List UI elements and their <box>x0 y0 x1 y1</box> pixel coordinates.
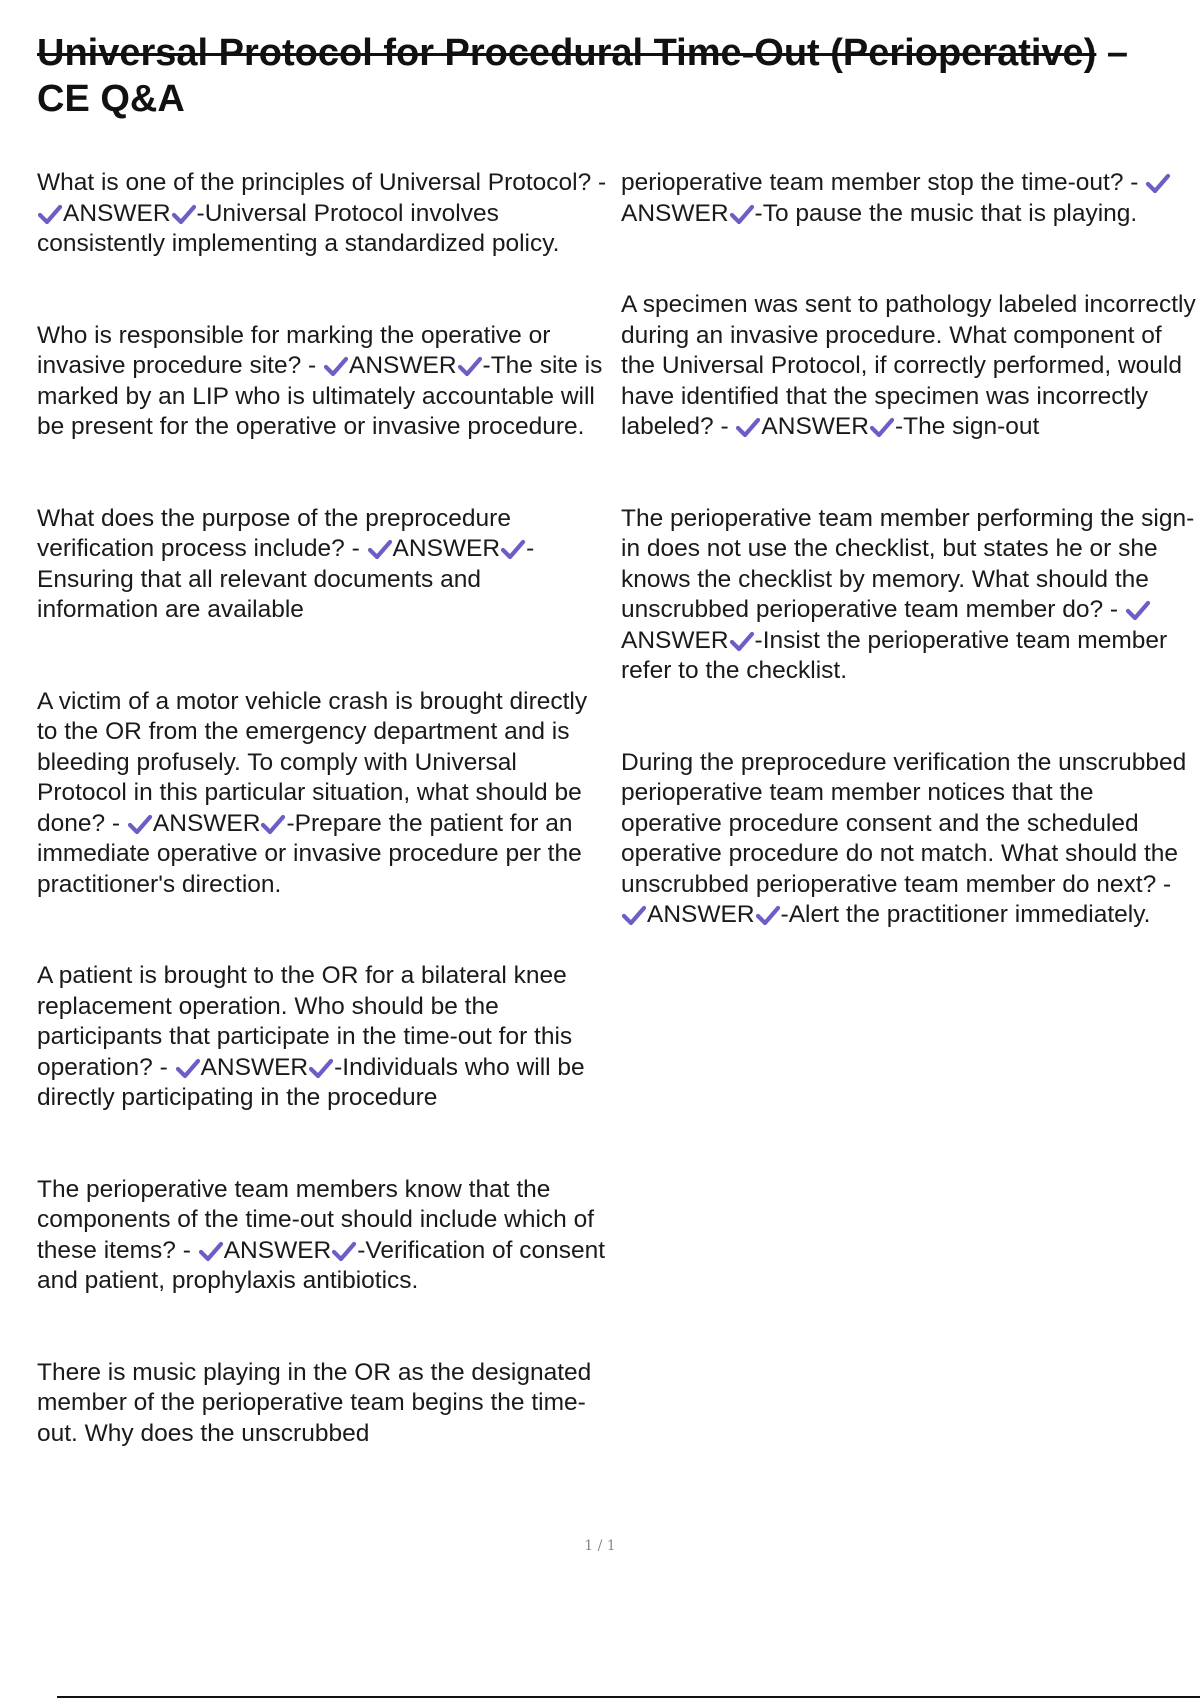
document-title-suffix: – CE Q&A <box>37 32 1129 120</box>
qa-item <box>37 168 607 260</box>
checkmark-icon <box>735 416 761 438</box>
answer-label: ANSWER <box>63 199 171 227</box>
checkmark-icon <box>1125 599 1151 621</box>
checkmark-icon <box>457 355 483 377</box>
checkmark-icon <box>37 203 63 225</box>
qa-item <box>37 321 607 443</box>
page-indicator: 1 / 1 <box>584 1538 616 1554</box>
question-text: A victim of a motor vehicle crash is brought directly to the OR from the emergency department and is bleeding profusely. To comply with Universal Protocol in this particular situation, what should be done? - <box>37 687 588 837</box>
checkmark-icon <box>171 203 197 225</box>
qa-item <box>621 290 1200 443</box>
answer-label: ANSWER <box>621 626 729 654</box>
checkmark-icon <box>127 813 153 835</box>
checkmark-icon <box>729 203 755 225</box>
answer-text: -Alert the practitioner immediately. <box>780 901 1151 928</box>
checkmark-icon <box>500 538 526 560</box>
right-column <box>621 168 1200 992</box>
question-text: The perioperative team member performing the sign-in does not use the checklist, but states he or she knows the checklist by memory. What should the unscrubbed perioperative team member do? - <box>621 504 1195 623</box>
answer-text: -The sign-out <box>894 413 1040 440</box>
question-text: A specimen was sent to pathology labeled incorrectly during an invasive procedure. What component of the Universal Protocol, if correctly performed, would have identified that the specimen was incorrectly labeled? - <box>621 291 1196 440</box>
checkmark-icon <box>755 904 781 926</box>
answer-text: - Ensuring that all relevant documents and information are available <box>37 535 535 623</box>
answer-label: ANSWER <box>152 809 261 837</box>
checkmark-icon <box>869 416 895 438</box>
answer-label: ANSWER <box>761 413 869 440</box>
answer-label: ANSWER <box>392 535 501 562</box>
qa-item <box>37 1175 607 1297</box>
qa-item <box>37 687 607 901</box>
document-title <box>37 30 1187 122</box>
question-text: perioperative team member stop the time-out? - <box>621 169 1146 196</box>
checkmark-icon <box>621 904 647 926</box>
answer-text: -To pause the music that is playing. <box>754 199 1138 227</box>
answer-text: -Individuals who will be directly participating in the procedure <box>37 1053 585 1111</box>
question-text: What does the purpose of the preprocedure verification process include? - <box>37 504 511 562</box>
answer-label: ANSWER <box>200 1053 309 1081</box>
answer-label: ANSWER <box>621 199 729 227</box>
answer-label: ANSWER <box>348 352 457 379</box>
checkmark-icon <box>367 538 393 560</box>
checkmark-icon <box>198 1240 224 1262</box>
question-text: There is music playing in the OR as the designated member of the perioperative team begins the time-out. Why does the unscrubbed <box>37 1358 592 1447</box>
checkmark-icon <box>323 355 349 377</box>
checkmark-icon <box>729 630 755 652</box>
qa-item <box>37 504 607 626</box>
checkmark-icon <box>308 1057 334 1079</box>
answer-label: ANSWER <box>223 1236 332 1264</box>
answer-text: -Prepare the patient for an immediate operative or invasive procedure per the practitioner's direction. <box>37 809 582 898</box>
qa-item <box>621 748 1200 931</box>
answer-text: -Universal Protocol involves consistently implementing a standardized policy. <box>37 199 560 257</box>
question-text: During the preprocedure verification the unscrubbed perioperative team member notices that the operative procedure consent and the scheduled operative procedure do not match. What should the unscrubbed perioperative team member do next? - <box>621 748 1187 898</box>
qa-item <box>37 961 607 1114</box>
answer-label: ANSWER <box>647 901 755 928</box>
checkmark-icon <box>175 1057 201 1079</box>
question-text: What is one of the principles of Universal Protocol? - <box>37 169 607 196</box>
qa-item-continuation <box>621 168 1200 229</box>
checkmark-icon <box>331 1240 357 1262</box>
question-text: Who is responsible for marking the operative or invasive procedure site? - <box>37 321 551 379</box>
qa-item <box>621 504 1200 687</box>
answer-text: -Insist the perioperative team member refer to the checklist. <box>621 626 1168 684</box>
bottom-rule <box>57 1696 1200 1698</box>
answer-text: -Verification of consent and patient, prophylaxis antibiotics. <box>37 1236 606 1294</box>
checkmark-icon <box>1145 172 1171 194</box>
question-text: The perioperative team members know that the components of the time-out should include which of these items? - <box>37 1175 595 1264</box>
question-text: A patient is brought to the OR for a bilateral knee replacement operation. Who should be the participants that participate in the time-out for this operation? - <box>37 962 573 1081</box>
checkmark-icon <box>260 813 286 835</box>
answer-text: -The site is marked by an LIP who is ultimately accountable will be present for the operative or invasive procedure. <box>37 352 603 440</box>
left-column <box>37 168 607 1449</box>
document-title-struck: Universal Protocol for Procedural Time-Out (Perioperative) <box>37 32 1097 74</box>
qa-item-continued <box>37 1358 607 1450</box>
